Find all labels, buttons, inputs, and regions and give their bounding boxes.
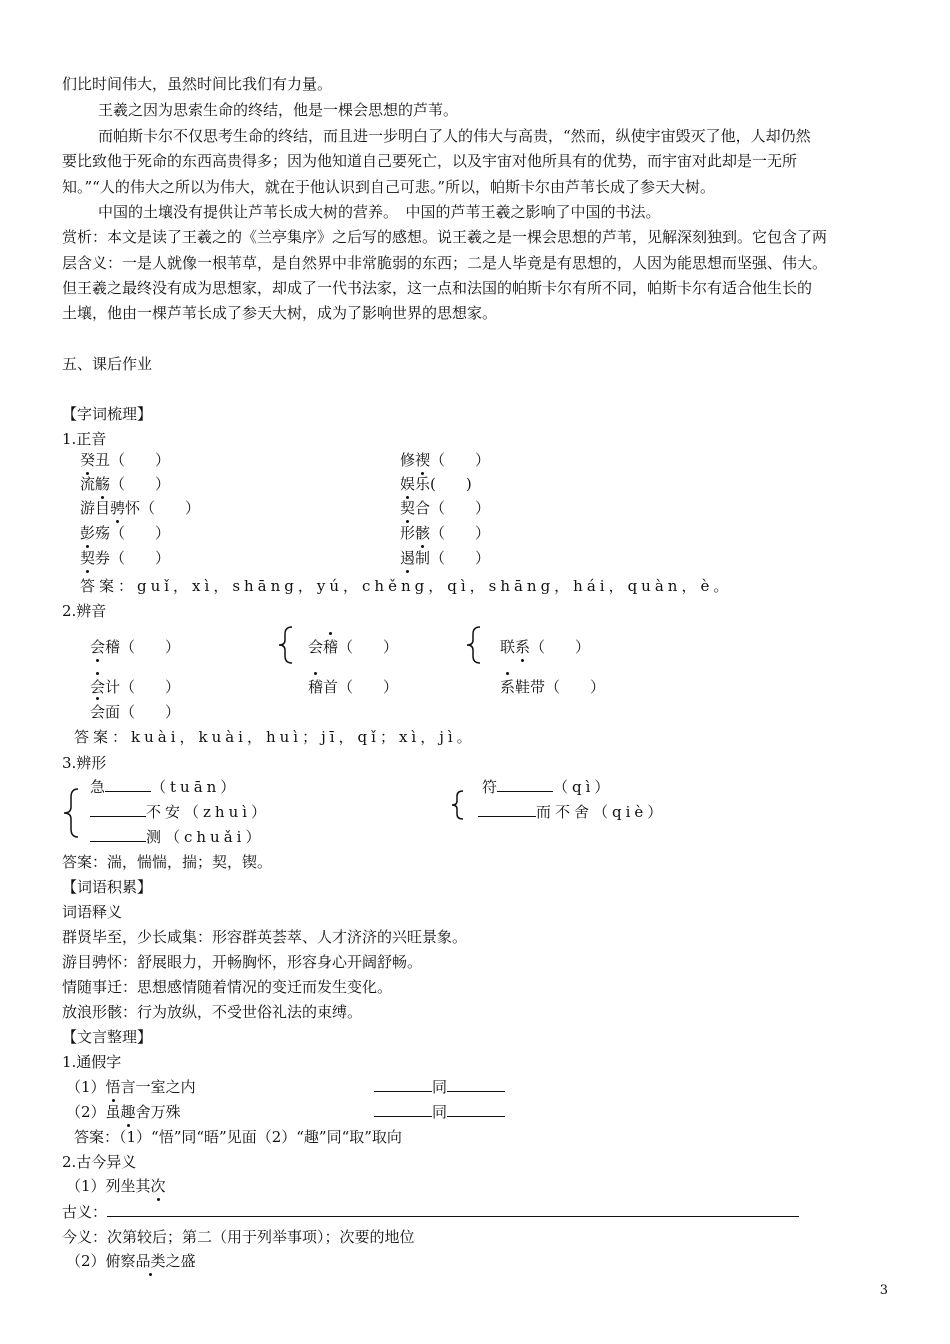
q2-title: 2.古今异义 — [62, 1153, 137, 1171]
pinyin-item: 会稽（ ） — [90, 638, 181, 656]
tongjia-fill: 同 — [374, 1102, 505, 1122]
essay-line: 知。”“人的伟大之所以为伟大，就在于他认识到自己可悲。”所以，帕斯卡尔由芦苇长成了参天大树。 — [62, 178, 716, 196]
appreciation-line: 土壤，他由一棵芦苇长成了参天大树，成为了影响世界的思想家。 — [62, 304, 498, 322]
q2-title: 2.辨音 — [62, 602, 107, 620]
answer-blank[interactable] — [374, 1102, 432, 1117]
answer-blank[interactable] — [107, 1202, 799, 1217]
pinyin-item: 契合（ ） — [400, 499, 491, 517]
form-item: 测（chuǎi） — [90, 827, 264, 847]
essay-line: 中国的土壤没有提供让芦苇长成大树的营养。 中国的芦苇王羲之影响了中国的书法。 — [98, 203, 661, 221]
pinyin-item: 系鞋带（ ） — [500, 678, 606, 696]
heading-wenyan: 【文言整理】 — [62, 1028, 153, 1046]
definition: 游目骋怀：舒展眼力，开畅胸怀，形容身心开阔舒畅。 — [62, 953, 423, 971]
pinyin-item: 联系（ ） — [500, 638, 591, 656]
tongjia-item: （1）悟言一室之内 — [66, 1078, 196, 1096]
answer: 答案：（1）“悟”同“晤”见面（2）“趣”同“取”取向 — [74, 1128, 402, 1146]
answer-blank[interactable] — [478, 802, 536, 817]
definition: 放浪形骸：行为放纵，不受世俗礼法的束缚。 — [62, 1003, 363, 1021]
answer-blank[interactable] — [105, 777, 151, 792]
pinyin-item: 会计（ ） — [90, 678, 181, 696]
page-number: 3 — [879, 1283, 888, 1298]
pinyin-item: 彭殇（ ） — [80, 524, 171, 542]
section-title: 五、课后作业 — [62, 355, 153, 373]
heading-ciyu: 【词语积累】 — [62, 878, 153, 896]
pinyin-item: 修禊（ ） — [400, 451, 491, 469]
tongjia-item: （2）虽趣舍万殊 — [66, 1103, 181, 1121]
pinyin-item: 流觞（ ） — [80, 475, 171, 493]
essay-line: 王羲之因为思索生命的终结，他是一棵会思想的芦苇。 — [98, 101, 459, 119]
answer-blank[interactable] — [374, 1077, 432, 1092]
pinyin-item: 癸丑（ ） — [80, 451, 171, 469]
heading-zici: 【字词梳理】 — [62, 405, 153, 423]
pinyin-item: 形骸（ ） — [400, 524, 491, 542]
essay-line: 而帕斯卡尔不仅思考生命的终结，而且进一步明白了人的伟大与高贵，“然而，纵使宇宙毁灭了他，人却仍然 — [98, 127, 811, 145]
appreciation-line: 但王羲之最终没有成为思想家，却成了一代书法家，这一点和法国的帕斯卡尔有所不同，帕斯卡尔有适合他生长的 — [62, 279, 813, 297]
answer-blank[interactable] — [447, 1102, 505, 1117]
answer-blank[interactable] — [90, 802, 146, 817]
form-item: 不安（zhuì） — [90, 802, 270, 822]
definition: 情随事迁：思想感情随着情况的变迁而发生变化。 — [62, 978, 393, 996]
brace-icon — [465, 626, 483, 664]
q3-title: 3.辨形 — [62, 754, 107, 772]
essay-line: 们比时间伟大，虽然时间比我们有力量。 — [62, 75, 333, 93]
pinyin-item: 稽首（ ） — [308, 678, 399, 696]
tongjia-fill: 同 — [374, 1077, 505, 1097]
guyi-line: 古义： — [62, 1202, 799, 1222]
q1-title: 1.通假字 — [62, 1053, 122, 1071]
pinyin-item: 遏制（ ） — [400, 549, 491, 567]
pinyin-item: 会稽（ ） — [308, 638, 399, 656]
brace-icon — [450, 790, 466, 820]
appreciation-line: 赏析：本文是读了王羲之的《兰亭集序》之后写的感想。说王羲之是一棵会思想的芦苇，见解深刻独到。它包含了两 — [62, 228, 828, 246]
essay-line: 要比致他于死命的东西高贵得多；因为他知道自己要死亡，以及宇宙对他所具有的优势，而宇宙对此却是一无所 — [62, 152, 798, 170]
form-item: 符 （qì） — [482, 778, 614, 796]
answer: 答案：kuài，kuài，huì；jī，qǐ；xì，jì。 — [74, 728, 476, 746]
guyi-item: （2）俯察品类之盛 — [66, 1252, 196, 1270]
brace-icon — [62, 788, 82, 838]
pinyin-item: 契券（ ） — [80, 549, 171, 567]
brace-icon — [277, 626, 295, 664]
appreciation-line: 层含义：一是人就像一根苇草，是自然界中非常脆弱的东西；二是人毕竟是有思想的，人因为能思想而坚强、伟大。 — [62, 254, 828, 272]
guyi-item: （1）列坐其次 — [66, 1177, 166, 1195]
answer-blank[interactable] — [90, 827, 146, 842]
subheading: 词语释义 — [62, 903, 123, 921]
pinyin-item: 会面（ ） — [90, 703, 181, 721]
form-item: 急 （tuān） — [90, 778, 240, 796]
answer-blank[interactable] — [447, 1077, 505, 1092]
jinyi-line: 今义：次第较后；第二（用于列举事项）；次要的地位 — [62, 1228, 415, 1246]
answer: 答案：guǐ，xì，shāng，yú，chěng，qì，shāng，hái，quàn，è。 — [80, 577, 733, 595]
definition: 群贤毕至，少长咸集：形容群英荟萃、人才济济的兴旺景象。 — [62, 928, 468, 946]
form-item: 而不舍（qiè） — [478, 802, 666, 822]
pinyin-item: 娱乐( ) — [400, 475, 472, 493]
answer-blank[interactable] — [497, 777, 553, 792]
pinyin-item: 游目骋怀（ ） — [80, 499, 201, 517]
answer: 答案：湍，惴惴，揣；契，锲。 — [62, 853, 273, 871]
q1-title: 1.正音 — [62, 430, 107, 448]
